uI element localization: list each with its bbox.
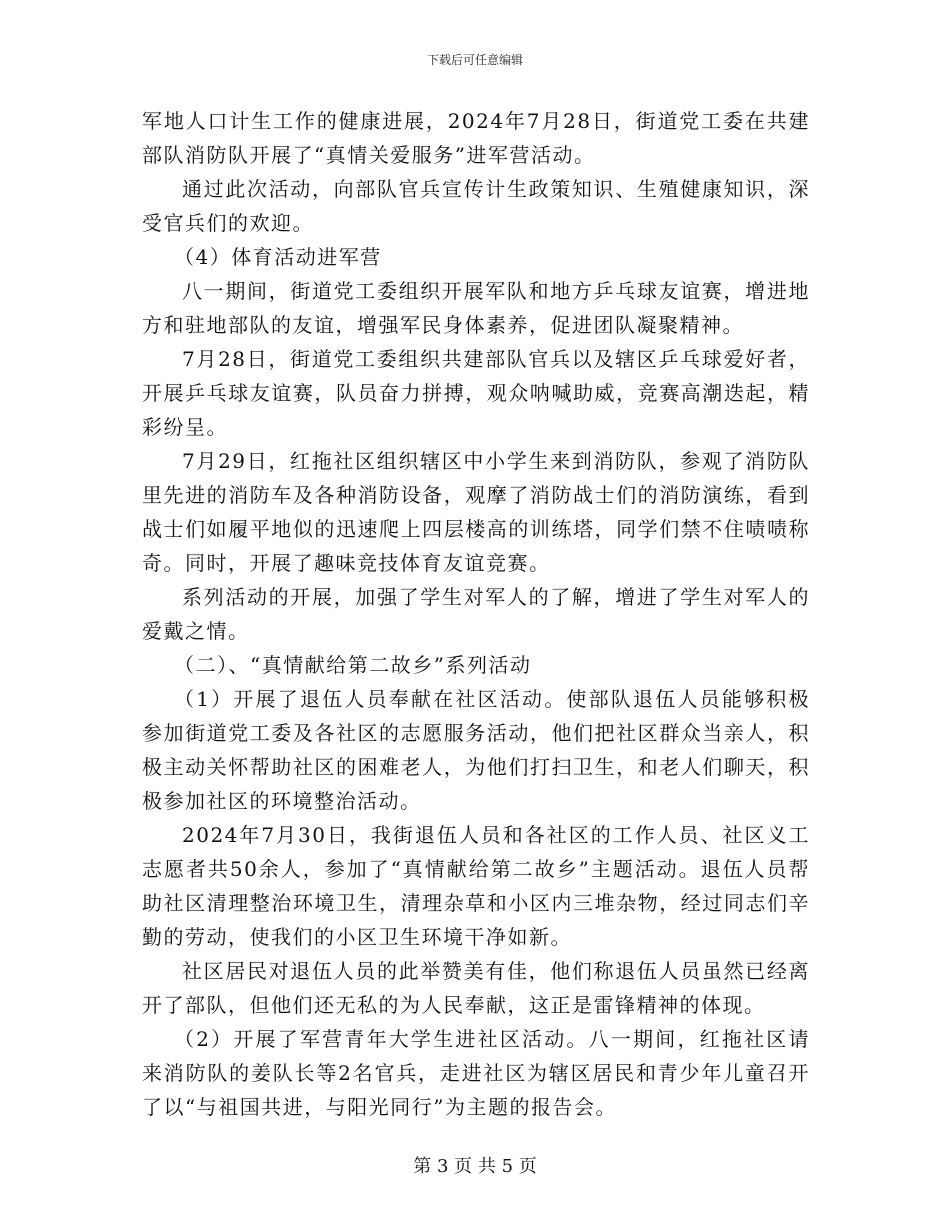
paragraph-1: 军地人口计生工作的健康进展，2024年7月28日，街道党工委在共建部队消防队开展了“真情关爱服务”进军营活动。	[142, 109, 810, 167]
page-header: 下载后可任意编辑	[426, 53, 523, 67]
page-footer: 第 3 页 共 5 页	[413, 1156, 537, 1177]
paragraph-12: （2）开展了军营青年大学生进社区活动。八一期间，红拖社区请来消防队的姜队长等2名官兵，走进社区为辖区居民和青少年儿童召开了以“与祖国共进，与阳光同行”为主题的报告会。	[142, 1027, 810, 1119]
paragraph-11: 社区居民对退伍人员的此举赞美有佳，他们称退伍人员虽然已经离开了部队，但他们还无私的为人民奉献，这正是雷锋精神的体现。	[142, 959, 810, 1017]
document-body	[142, 104, 810, 1124]
paragraph-7: 系列活动的开展，加强了学生对军人的了解，增进了学生对军人的爱戴之情。	[142, 585, 810, 643]
paragraph-5: 7月28日，街道党工委组织共建部队官兵以及辖区乒乓球爱好者，开展乒乓球友谊赛，队员奋力拼搏，观众呐喊助威，竞赛高潮迭起，精彩纷呈。	[142, 347, 810, 439]
paragraph-9: （1）开展了退伍人员奉献在社区活动。使部队退伍人员能够积极参加街道党工委及各社区的志愿服务活动，他们把社区群众当亲人，积极主动关怀帮助社区的困难老人，为他们打扫卫生，和老人们聊天，积极参加社区的环境整治活动。	[142, 687, 810, 813]
section-heading-second-hometown: （二）、“真情献给第二故乡”系列活动	[174, 653, 532, 677]
paragraph-6: 7月29日，红拖社区组织辖区中小学生来到消防队，参观了消防队里先进的消防车及各种消防设备，观摩了消防战士们的消防演练，看到战士们如履平地似的迅速爬上四层楼高的训练塔，同学们禁不住啧啧称奇。同时，开展了趣味竞技体育友谊竞赛。	[142, 449, 810, 575]
paragraph-10: 2024年7月30日，我街退伍人员和各社区的工作人员、社区义工志愿者共50余人，参加了“真情献给第二故乡”主题活动。退伍人员帮助社区清理整治环境卫生，清理杂草和小区内三堆杂物，经过同志们辛勤的劳动，使我们的小区卫生环境干净如新。	[142, 823, 810, 949]
paragraph-4: 八一期间，街道党工委组织开展军队和地方乒乓球友谊赛，增进地方和驻地部队的友谊，增强军民身体素养，促进团队凝聚精神。	[142, 279, 810, 337]
section-heading-sports: （4）体育活动进军营	[174, 245, 382, 269]
paragraph-2: 通过此次活动，向部队官兵宣传计生政策知识、生殖健康知识，深受官兵们的欢迎。	[142, 177, 810, 235]
